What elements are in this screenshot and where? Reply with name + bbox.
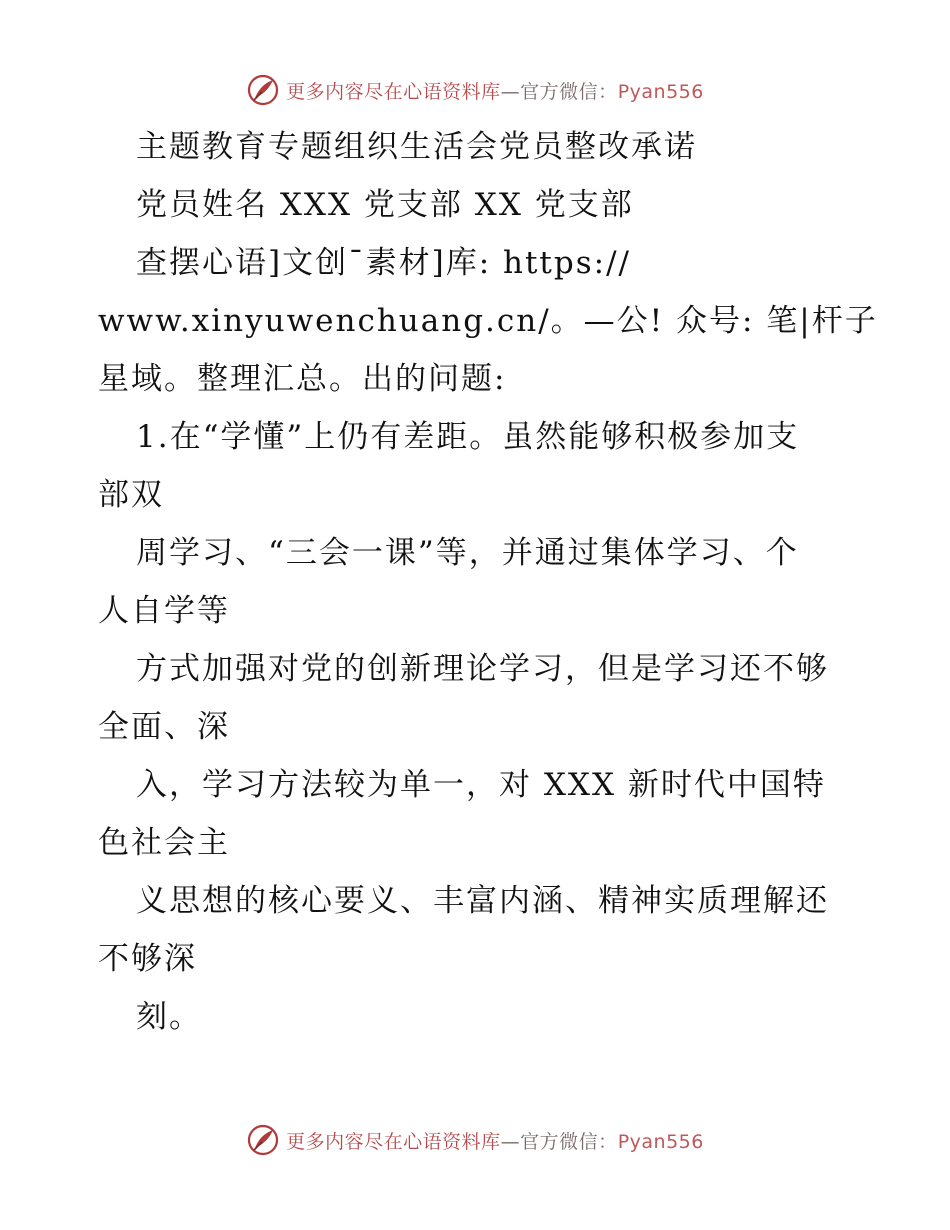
text-line: 星域。整理汇总。出的问题: <box>98 361 507 397</box>
text-line: www.xinyuwenchuang.cn/。—公! 众号: 笔|杆子 <box>98 303 878 339</box>
text-line: 周学习、“三会一课”等，并通过集体学习、个 <box>136 535 799 571</box>
text-line: 入，学习方法较为单一，对 XXX 新时代中国特 <box>136 767 826 803</box>
text-line: 1.在“学懂”上仍有差距。虽然能够积极参加支 <box>136 419 800 455</box>
footer-banner <box>0 1120 950 1160</box>
banner-separator: — <box>500 1130 521 1153</box>
banner-site-text: 更多内容尽在心语资料库 <box>286 80 501 103</box>
text-line: 不够深 <box>98 941 197 977</box>
document-body <box>98 118 878 1046</box>
text-line: 义思想的核心要义、丰富内涵、精神实质理解还 <box>136 883 829 919</box>
member-info-line: 党员姓名 XXX 党支部 XX 党支部 <box>136 187 634 223</box>
text-line: 人自学等 <box>98 593 230 629</box>
banner-wechat-id: Pyan556 <box>617 1130 704 1153</box>
text-line: 方式加强对党的创新理论学习，但是学习还不够 <box>136 651 829 687</box>
feather-logo-icon <box>246 73 280 107</box>
banner-wechat-id: Pyan556 <box>617 80 704 103</box>
text-line: 全面、深 <box>98 709 230 745</box>
feather-logo-icon <box>246 1123 280 1157</box>
text-line: 刻。 <box>136 999 202 1035</box>
banner-site-text: 更多内容尽在心语资料库 <box>286 1130 501 1153</box>
text-line: 色社会主 <box>98 825 230 861</box>
banner-text <box>286 1127 704 1154</box>
banner-wechat-label: 官方微信： <box>520 1130 618 1153</box>
document-title: 主题教育专题组织生活会党员整改承诺 <box>136 129 697 165</box>
banner-separator: — <box>500 80 521 103</box>
header-banner <box>0 70 950 110</box>
text-line: 查摆心语]文创¯素材]库: https:// <box>136 245 631 281</box>
text-line: 部双 <box>98 477 164 513</box>
banner-wechat-label: 官方微信： <box>520 80 618 103</box>
banner-text <box>286 77 704 104</box>
